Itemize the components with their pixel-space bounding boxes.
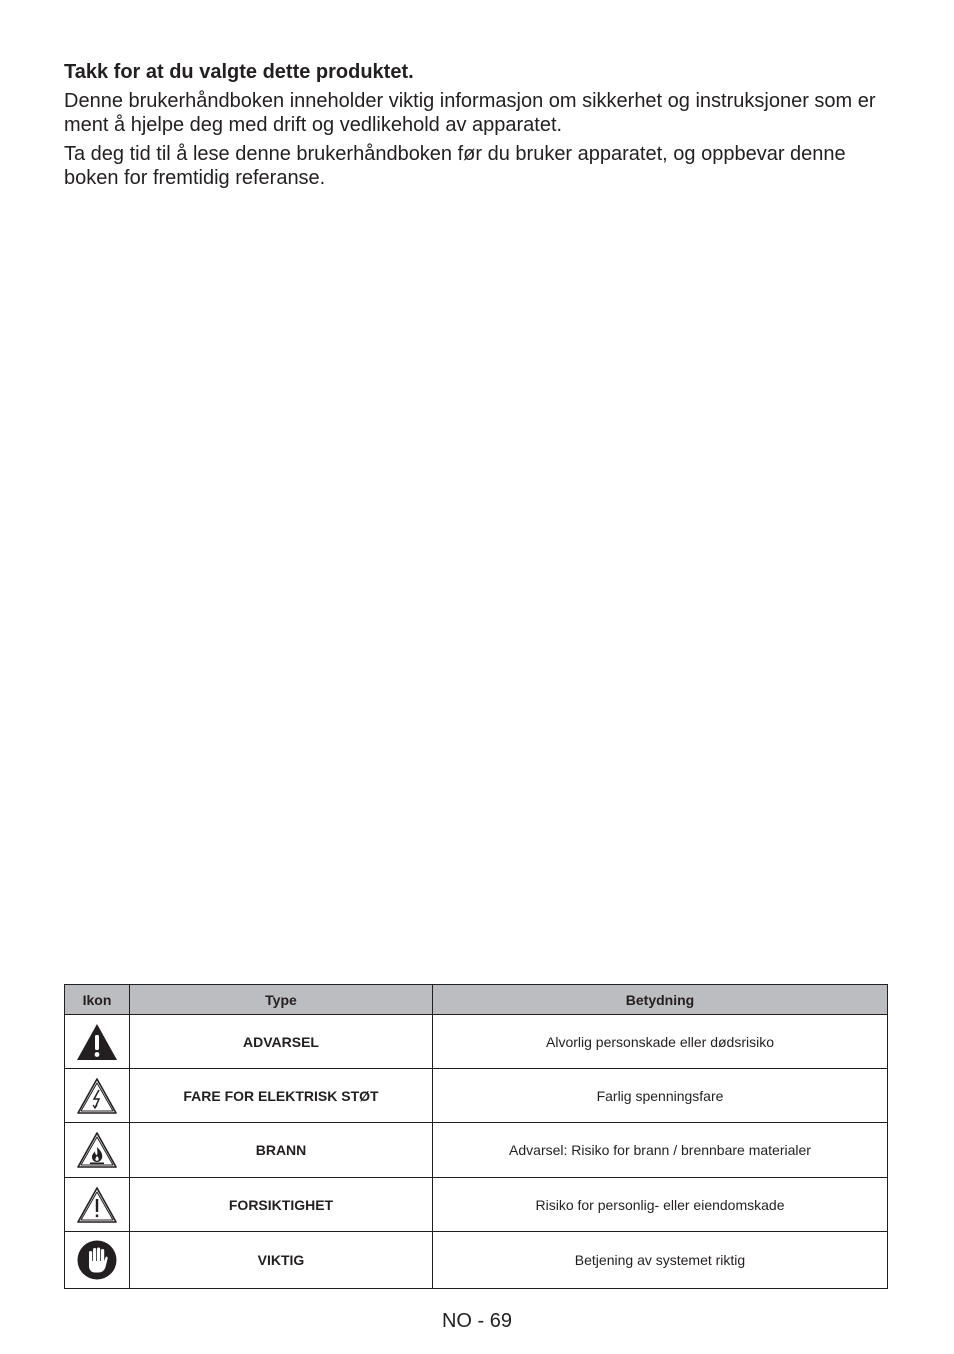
icon-cell [65,1178,130,1232]
icon-cell [65,1123,130,1178]
type-cell: ADVARSEL [130,1015,433,1069]
header-icon: Ikon [65,985,130,1015]
table-row [65,1178,888,1232]
table-row [65,1015,888,1069]
table-row [65,1232,888,1289]
electric-shock-icon [76,1077,118,1115]
type-cell: FORSIKTIGHET [130,1178,433,1232]
header-type: Type [130,985,433,1015]
intro-paragraph-2: Ta deg tid til å lese denne brukerhåndboken før du bruker apparatet, og oppbevar denne boken for fremtidig referanse. [64,143,846,189]
intro-paragraph-1: Denne brukerhåndboken inneholder viktig informasjon om sikkerhet og instruksjoner som er ment å hjelpe deg med drift og vedlikehold av apparatet. [64,90,876,136]
intro-section [64,60,894,190]
meaning-cell: Risiko for personlig- eller eiendomskade [433,1178,888,1232]
icon-cell [65,1069,130,1123]
fire-icon [76,1131,118,1169]
meaning-cell: Alvorlig personskade eller dødsrisiko [433,1015,888,1069]
type-cell: FARE FOR ELEKTRISK STØT [130,1069,433,1123]
icon-cell [65,1232,130,1289]
meaning-cell: Advarsel: Risiko for brann / brennbare materialer [433,1123,888,1178]
table-row [65,1069,888,1123]
type-cell: BRANN [130,1123,433,1178]
caution-icon [76,1186,118,1224]
hand-stop-icon [76,1239,118,1281]
page-number: NO - 69 [441,1310,513,1332]
warning-filled-icon [76,1023,118,1061]
icon-cell [65,1015,130,1069]
meaning-cell: Farlig spenningsfare [433,1069,888,1123]
type-cell: VIKTIG [130,1232,433,1289]
meaning-cell: Betjening av systemet riktig [433,1232,888,1289]
header-meaning: Betydning [433,985,888,1015]
table-row [65,1123,888,1178]
table-header-row [65,985,888,1015]
safety-symbols-table [64,984,888,1289]
intro-lead: Takk for at du valgte dette produktet. [64,61,414,83]
